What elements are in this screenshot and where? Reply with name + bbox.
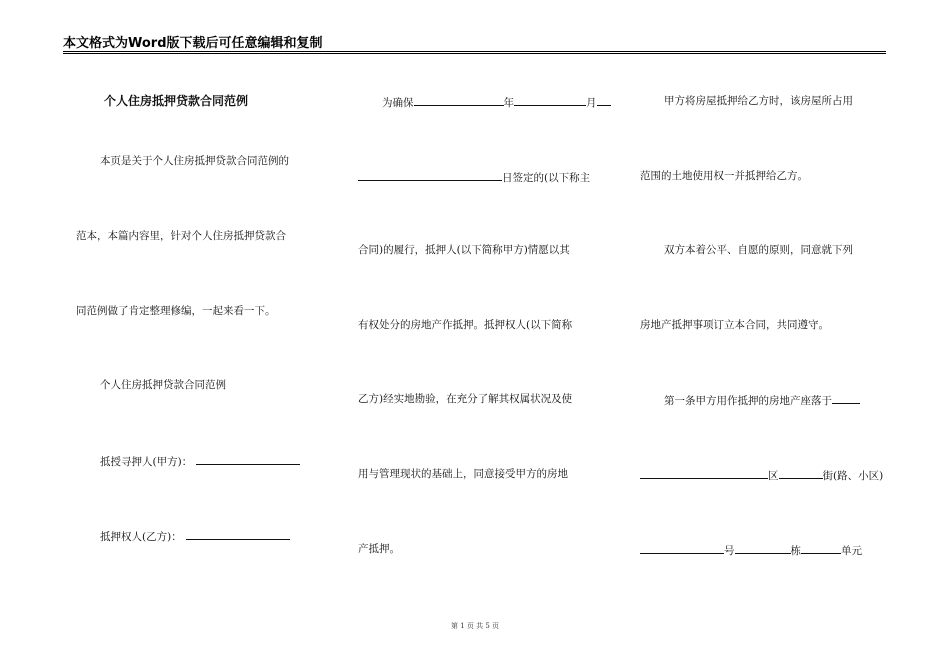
text-line — [76, 453, 300, 469]
text-line — [358, 243, 570, 257]
text-line — [640, 318, 829, 332]
text-line — [358, 169, 590, 185]
fill-in-blank[interactable] — [186, 528, 290, 540]
line-text: 月 — [586, 97, 597, 109]
line-text: 本页是关于个人住房抵押贷款合同范例的 — [100, 155, 289, 167]
line-text: (以下称主 — [544, 172, 591, 184]
text-line — [358, 94, 611, 110]
fill-in-blank[interactable] — [640, 542, 664, 554]
line-text: 乙方)经实地勘验，在充分了解其权属状况及使 — [358, 393, 573, 405]
line-text: 抵押权人(乙方)： — [100, 531, 182, 543]
text-line — [358, 467, 568, 481]
page-number: 第 1 页 共 5 页 — [450, 622, 500, 630]
fill-in-blank[interactable] — [196, 453, 300, 465]
line-text: 房地产抵押事项订立本合同，共同遵守。 — [640, 319, 829, 331]
line-text: 范本，本篇内容里，针对个人住房抵押贷款合 — [76, 230, 286, 242]
fill-in-blank[interactable] — [832, 392, 860, 404]
line-text: 有权处分的房地产作抵押。抵押权人(以下简称 — [358, 319, 573, 331]
text-line — [76, 304, 276, 318]
line-text: 抵授寻押人(甲方)： — [100, 456, 193, 468]
text-line — [358, 392, 572, 406]
line-text: 范围的土地使用权一并抵押给乙方。 — [640, 170, 808, 182]
fill-in-blank[interactable] — [779, 467, 823, 479]
column-3 — [640, 0, 886, 620]
line-text: 号 — [724, 545, 735, 557]
line-text: 街(路、小区) — [822, 470, 884, 482]
line-text: 日签定的 — [502, 172, 544, 184]
text-line — [76, 528, 290, 544]
line-text: 为确保 — [382, 97, 414, 109]
fill-in-blank[interactable] — [688, 467, 768, 479]
line-text: 同范例做了肯定整理修编，一起来看一下。 — [76, 305, 276, 317]
fill-in-blank[interactable] — [735, 542, 791, 554]
line-text: 单元 — [841, 545, 862, 557]
text-line — [640, 169, 808, 183]
column-1 — [76, 0, 321, 620]
text-line — [640, 392, 860, 408]
text-line — [640, 243, 853, 257]
text-line — [76, 154, 289, 168]
header-title: 本文格式为Word版下载后可任意编辑和复制 — [63, 36, 323, 51]
fill-in-blank[interactable] — [358, 169, 406, 181]
fill-in-blank[interactable] — [414, 94, 504, 106]
line-text: 个人住房抵押贷款合同范例 — [104, 94, 249, 108]
line-text: 双方本着公平、自愿的原则，同意就下列 — [664, 244, 853, 256]
line-text: 用与管理现状的基础上，同意接受甲方的房地 — [358, 468, 568, 480]
text-line — [76, 229, 286, 243]
text-line — [640, 542, 862, 558]
line-text: 区 — [768, 470, 779, 482]
column-2 — [358, 0, 606, 620]
line-text: 个人住房抵押贷款合同范例 — [100, 379, 226, 391]
line-text: 合同)的履行，抵押人(以下简称甲方)情愿以其 — [358, 244, 570, 256]
line-text: 产抵押。 — [358, 543, 400, 555]
page-footer — [0, 621, 950, 631]
text-line — [358, 542, 400, 556]
line-text: 栋 — [790, 545, 801, 557]
line-text: 甲方将房屋抵押给乙方时，该房屋所占用 — [664, 95, 853, 107]
fill-in-blank[interactable] — [514, 94, 586, 106]
line-text: 年 — [503, 97, 514, 109]
line-text: 第一条甲方用作抵押的房地产座落于 — [664, 395, 832, 407]
fill-in-blank[interactable] — [640, 467, 688, 479]
text-line — [640, 94, 853, 108]
document-title — [76, 94, 248, 108]
text-line — [640, 467, 883, 483]
fill-in-blank[interactable] — [801, 542, 841, 554]
fill-in-blank[interactable] — [597, 94, 611, 106]
text-line — [358, 318, 572, 332]
text-line — [76, 378, 226, 392]
fill-in-blank[interactable] — [406, 169, 502, 181]
fill-in-blank[interactable] — [664, 542, 724, 554]
